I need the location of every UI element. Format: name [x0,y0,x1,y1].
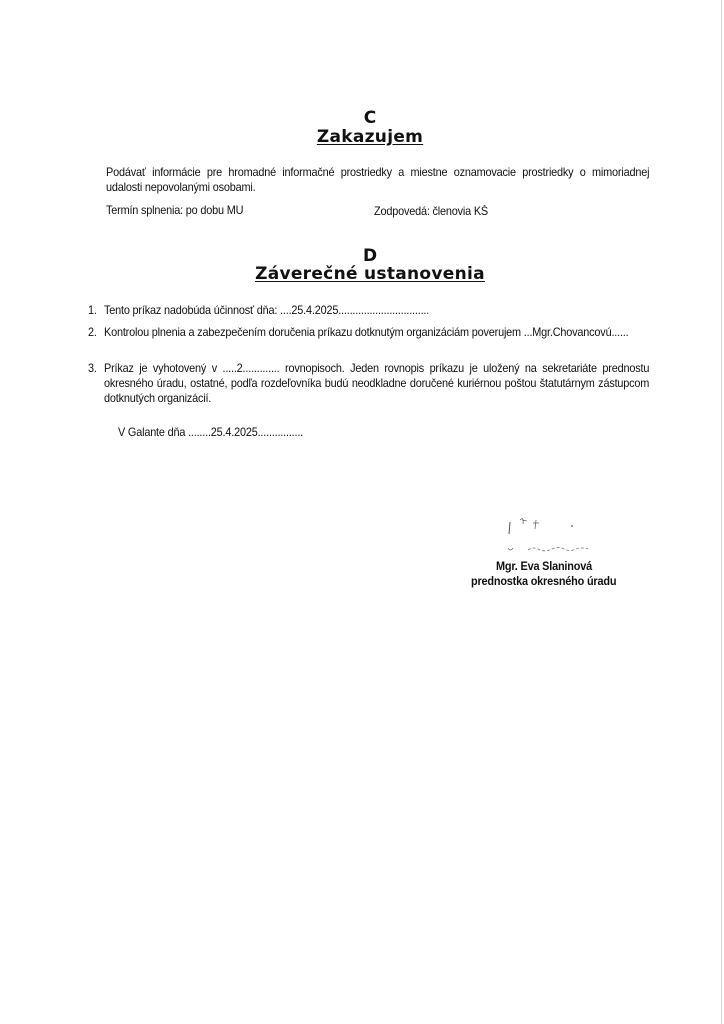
section-c-responsible: Zodpovedá: členovia KŠ [374,205,489,218]
section-c-letter: C [363,108,377,128]
item-number-1: 1. [88,304,97,317]
page-edge-line [721,0,722,1024]
section-d-heading: Záverečné ustanovenia [255,264,485,284]
place-date: V Galante dňa ........25.4.2025................ [118,426,304,439]
handwritten-signature [500,512,610,558]
section-c-paragraph: Podávať informácie pre hromadné informačné prostriedky a miestne oznamovacie prostriedky o mimoriadnej udalosti nepovolanými osobami. [106,166,650,194]
item-number-2: 2. [88,326,97,339]
section-c-heading: Zakazujem [316,127,424,147]
section-c-deadline: Termín splnenia: po dobu MU [106,204,244,217]
section-d-letter: D [362,246,378,266]
item-number-3: 3. [88,362,97,375]
item-text-1: Tento príkaz nadobúda účinnosť dňa: ....25.4.2025................................ [104,304,430,317]
signatory-name: Mgr. Eva Slaninová [496,560,592,573]
item-text-3: Príkaz je vyhotovený v .....2............. rovnopisoch. Jeden rovnopis príkazu je uložený na sekretariáte prednostu okresného úradu, ostatné, podľa rozdeľovníka budú neodkladne doručené kuriérnou poštou štatutárnym zástupcom dotknutých organizácií. [104,362,650,405]
item-text-2: Kontrolou plnenia a zabezpečením doručenia príkazu dotknutým organizáciám poverujem ...Mgr.Chovancovú...... [104,326,629,339]
signatory-title: prednostka okresného úradu [471,575,617,588]
